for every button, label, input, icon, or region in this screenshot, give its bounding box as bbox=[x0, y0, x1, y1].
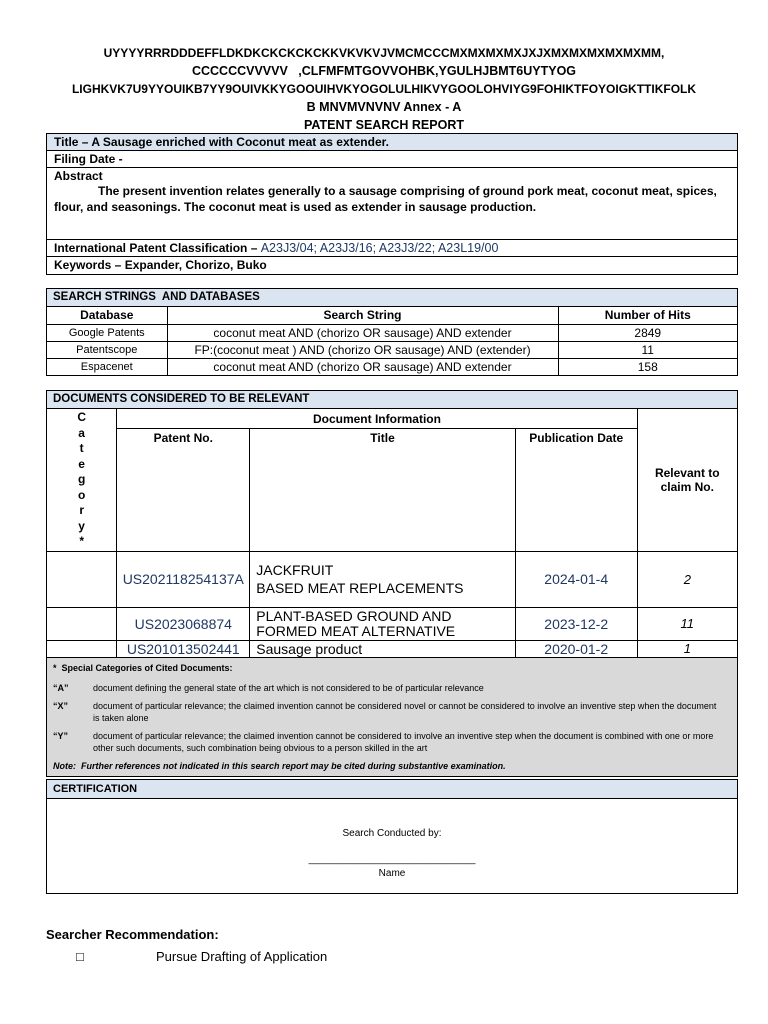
search-string-cell: FP:(coconut meat ) AND (chorizo OR sausage) AND (extender) bbox=[167, 341, 558, 358]
hits-cell: 11 bbox=[558, 341, 737, 358]
category-header bbox=[47, 409, 117, 551]
recommendation-option[interactable] bbox=[76, 949, 327, 964]
category-letter: o bbox=[77, 487, 86, 502]
col-publication-date: Publication Date bbox=[515, 429, 637, 551]
legend-label: “Y” bbox=[53, 730, 69, 741]
legend-note: Note: Further references not indicated in this search report may be cited during substantive examination. bbox=[53, 760, 506, 771]
report-title: PATENT SEARCH REPORT bbox=[304, 118, 464, 132]
relevant-claim-header: Relevant to claim No. bbox=[637, 409, 737, 551]
publication-date-cell: 2024-01-4 bbox=[515, 551, 637, 607]
abstract-label: Abstract bbox=[54, 169, 103, 183]
document-info-header: Document Information bbox=[117, 409, 637, 429]
category-letter: * bbox=[79, 534, 84, 548]
search-conducted-by: Search Conducted by: bbox=[342, 828, 442, 839]
application-info-box bbox=[46, 133, 738, 275]
publication-date-cell: 2020-01-2 bbox=[515, 640, 637, 657]
documents-heading: DOCUMENTS CONSIDERED TO BE RELEVANT bbox=[47, 391, 737, 409]
database-cell: Patentscope bbox=[47, 341, 167, 358]
documents-table bbox=[47, 409, 737, 658]
publication-date-cell: 2023-12-2 bbox=[515, 607, 637, 640]
title-row: Title – A Sausage enriched with Coconut meat as extender. bbox=[47, 134, 737, 151]
legend-text: document of particular relevance; the claimed invention cannot be considered to involve an inventive step when the document is combined with one or more other such documents, such combination being obvious to a person skilled in the art bbox=[93, 730, 714, 753]
search-table bbox=[47, 307, 737, 375]
certification-heading: CERTIFICATION bbox=[47, 780, 737, 799]
col-hits: Number of Hits bbox=[558, 307, 737, 324]
category-cell bbox=[47, 551, 117, 607]
col-doc-title: Title bbox=[250, 429, 516, 551]
doc-title-line: FORMED MEAT ALTERNATIVE bbox=[256, 622, 456, 639]
ipc-row bbox=[47, 240, 737, 257]
doc-title-line: PLANT-BASED GROUND AND bbox=[256, 607, 452, 624]
abstract-row bbox=[47, 168, 737, 240]
patent-number-cell: US202118254137A bbox=[117, 551, 250, 607]
searcher-recommendation-heading: Searcher Recommendation: bbox=[46, 927, 219, 942]
table-row bbox=[47, 551, 737, 607]
database-cell: Google Patents bbox=[47, 324, 167, 341]
category-cell bbox=[47, 640, 117, 657]
col-search-string: Search String bbox=[167, 307, 558, 324]
header-line-4: B MNVMVNVNV Annex - A bbox=[306, 100, 462, 114]
category-letter: a bbox=[78, 425, 85, 440]
abstract-text: The present invention relates generally to a sausage comprising of ground pork meat, coconut meat, spices, flour, and seasonings. The coconut meat is used as extender in sausage production. bbox=[54, 184, 717, 214]
doc-title-line: Sausage product bbox=[256, 640, 363, 657]
certification-box bbox=[46, 779, 738, 894]
ipc-label: International Patent Classification – bbox=[54, 241, 261, 255]
legend-item-y bbox=[53, 730, 731, 754]
database-cell: Espacenet bbox=[47, 358, 167, 375]
table-row bbox=[47, 640, 737, 657]
search-string-cell: coconut meat AND (chorizo OR sausage) AND extender bbox=[167, 324, 558, 341]
patent-number-cell: US2023068874 bbox=[117, 607, 250, 640]
doc-title-cell bbox=[250, 607, 516, 640]
hits-cell: 2849 bbox=[558, 324, 737, 341]
category-letter: t bbox=[79, 441, 84, 455]
legend-label: “X” bbox=[53, 700, 69, 711]
legend-item-a bbox=[53, 682, 731, 694]
checkbox-icon[interactable]: □ bbox=[76, 949, 84, 964]
search-heading: SEARCH STRINGS AND DATABASES bbox=[47, 289, 737, 307]
search-string-cell: coconut meat AND (chorizo OR sausage) AND extender bbox=[167, 358, 558, 375]
report-header bbox=[40, 44, 728, 134]
doc-title-cell bbox=[250, 551, 516, 607]
signature-line: ______________________________ bbox=[308, 854, 476, 865]
header-line-1: UYYYYRRRDDDEFFLDKDKCKCKCKCKKVKVKVJVMCMCCCMXMXMXMXJXJXMXMXMXMXMXMM, bbox=[103, 46, 665, 60]
claim-cell: 2 bbox=[637, 551, 737, 607]
legend-text: document of particular relevance; the claimed invention cannot be considered novel or cannot be considered to involve an inventive step when the document is taken alone bbox=[93, 700, 717, 723]
header-line-2: CCCCCCVVVVV ,CLFMFMTGOVVOHBK,YGULHJBMT6UYTYOG bbox=[191, 64, 577, 78]
search-strings-box bbox=[46, 288, 738, 376]
category-letter: e bbox=[78, 456, 85, 471]
legend-text: document defining the general state of the art which is not considered to be of particular relevance bbox=[93, 682, 484, 693]
claim-cell: 11 bbox=[637, 607, 737, 640]
category-letter: g bbox=[77, 472, 86, 486]
doc-title-line: BASED MEAT REPLACEMENTS bbox=[256, 580, 464, 596]
category-cell bbox=[47, 607, 117, 640]
special-categories-legend bbox=[47, 658, 737, 776]
option-label: Pursue Drafting of Application bbox=[156, 949, 328, 964]
keywords-row: Keywords – Expander, Chorizo, Buko bbox=[54, 258, 267, 272]
patent-number-cell: US201013502441 bbox=[117, 640, 250, 657]
col-database: Database bbox=[47, 307, 167, 324]
legend-heading: * Special Categories of Cited Documents: bbox=[53, 662, 233, 673]
category-letter: y bbox=[78, 518, 85, 533]
ipc-value: A23J3/04; A23J3/16; A23J3/22; A23L19/00 bbox=[260, 241, 499, 255]
table-row bbox=[47, 324, 737, 341]
category-letter: r bbox=[79, 503, 84, 517]
category-letter: C bbox=[77, 410, 86, 424]
doc-title-cell bbox=[250, 640, 516, 657]
table-row bbox=[47, 358, 737, 375]
filing-date-row: Filing Date - bbox=[47, 151, 737, 168]
claim-cell: 1 bbox=[637, 640, 737, 657]
legend-item-x bbox=[53, 700, 731, 724]
header-line-3: LIGHKVK7U9YYOUIKB7YY9OUIVKKYGOOUIHVKYOGOLULHIKVYGOOLOHVIYG9FOHIKTFOYOIGKTTIKFOLK bbox=[71, 82, 697, 96]
name-label: Name bbox=[378, 868, 406, 879]
relevant-documents-box bbox=[46, 390, 738, 777]
col-patent-no: Patent No. bbox=[117, 429, 250, 551]
hits-cell: 158 bbox=[558, 358, 737, 375]
legend-label: “A” bbox=[53, 682, 69, 693]
table-row bbox=[47, 341, 737, 358]
table-row bbox=[47, 607, 737, 640]
doc-title-line: JACKFRUIT bbox=[256, 562, 334, 578]
